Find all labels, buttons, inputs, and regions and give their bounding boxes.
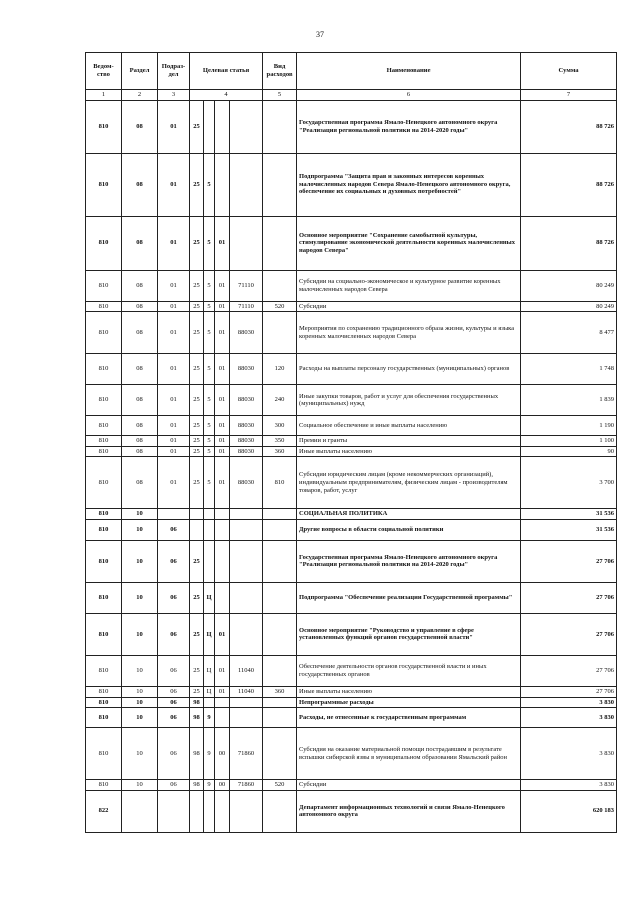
cell-podrazdel: 06: [158, 655, 190, 686]
cell-naimenovanie: Субсидии: [297, 301, 521, 312]
column-number-row: [86, 90, 617, 101]
cell-celevaya-4: 71860: [230, 728, 263, 780]
cell-razdel: 10: [122, 708, 158, 728]
table-row: [86, 728, 617, 780]
cell-summa: 3 700: [521, 457, 617, 509]
cell-celevaya-1: 98: [190, 697, 204, 708]
cell-celevaya-2: 5: [204, 446, 215, 457]
cell-celevaya-2: 9: [204, 780, 215, 791]
cell-podrazdel: 06: [158, 540, 190, 582]
cell-vid-rashodov: [263, 613, 297, 655]
cell-razdel: 08: [122, 312, 158, 354]
cell-celevaya-3: 01: [215, 270, 230, 301]
cell-summa: 88 726: [521, 153, 617, 216]
cell-vid-rashodov: 520: [263, 780, 297, 791]
cell-celevaya-1: [190, 509, 204, 520]
header-podrazdel: Подраз-дел: [158, 53, 190, 90]
table-row: [86, 780, 617, 791]
table-row: [86, 540, 617, 582]
column-number: 6: [297, 90, 521, 101]
header-vedomstvo: Ведом-ство: [86, 53, 122, 90]
cell-vedomstvo: 810: [86, 385, 122, 416]
cell-razdel: 08: [122, 216, 158, 270]
table-row: [86, 216, 617, 270]
cell-naimenovanie: Иные выплаты населению: [297, 446, 521, 457]
cell-celevaya-4: 88030: [230, 312, 263, 354]
cell-celevaya-4: 88030: [230, 416, 263, 436]
cell-vid-rashodov: 350: [263, 436, 297, 447]
cell-razdel: 08: [122, 270, 158, 301]
cell-celevaya-1: 25: [190, 582, 204, 613]
cell-celevaya-3: 01: [215, 216, 230, 270]
cell-celevaya-3: [215, 100, 230, 153]
cell-razdel: 08: [122, 354, 158, 385]
cell-naimenovanie: Социальное обеспечение и иные выплаты населению: [297, 416, 521, 436]
cell-vid-rashodov: [263, 582, 297, 613]
cell-vid-rashodov: [263, 540, 297, 582]
cell-vid-rashodov: 300: [263, 416, 297, 436]
table-row: [86, 100, 617, 153]
cell-celevaya-2: Ц: [204, 686, 215, 697]
cell-celevaya-3: 01: [215, 686, 230, 697]
cell-celevaya-4: [230, 100, 263, 153]
cell-celevaya-3: [215, 790, 230, 832]
cell-celevaya-2: 5: [204, 270, 215, 301]
cell-celevaya-4: [230, 540, 263, 582]
cell-summa: 3 830: [521, 780, 617, 791]
cell-celevaya-3: 00: [215, 728, 230, 780]
header-row: [86, 53, 617, 90]
cell-celevaya-4: [230, 708, 263, 728]
cell-summa: 3 830: [521, 697, 617, 708]
cell-celevaya-4: 71110: [230, 301, 263, 312]
cell-celevaya-4: [230, 613, 263, 655]
cell-summa: 1 100: [521, 436, 617, 447]
cell-celevaya-2: [204, 509, 215, 520]
cell-podrazdel: 01: [158, 436, 190, 447]
cell-celevaya-2: 5: [204, 354, 215, 385]
cell-celevaya-4: [230, 697, 263, 708]
cell-vedomstvo: 810: [86, 100, 122, 153]
table-row: [86, 790, 617, 832]
cell-celevaya-3: [215, 697, 230, 708]
cell-celevaya-1: 98: [190, 708, 204, 728]
cell-razdel: 10: [122, 613, 158, 655]
table-row: [86, 509, 617, 520]
cell-podrazdel: 01: [158, 312, 190, 354]
cell-celevaya-2: 5: [204, 216, 215, 270]
cell-vid-rashodov: [263, 697, 297, 708]
cell-celevaya-4: 11040: [230, 655, 263, 686]
cell-razdel: 08: [122, 446, 158, 457]
table-row: [86, 613, 617, 655]
cell-naimenovanie: Премии и гранты: [297, 436, 521, 447]
cell-vid-rashodov: 520: [263, 301, 297, 312]
table-row: [86, 270, 617, 301]
cell-celevaya-4: [230, 519, 263, 540]
cell-celevaya-2: [204, 519, 215, 540]
cell-podrazdel: [158, 509, 190, 520]
cell-vid-rashodov: 360: [263, 446, 297, 457]
cell-razdel: 10: [122, 509, 158, 520]
cell-summa: 31 536: [521, 509, 617, 520]
cell-naimenovanie: Расходы, не отнесенные к государственным программам: [297, 708, 521, 728]
cell-celevaya-3: 01: [215, 312, 230, 354]
table-row: [86, 708, 617, 728]
cell-celevaya-3: 01: [215, 416, 230, 436]
cell-naimenovanie: Другие вопросы в области социальной политики: [297, 519, 521, 540]
cell-podrazdel: 06: [158, 728, 190, 780]
cell-podrazdel: 01: [158, 270, 190, 301]
cell-celevaya-4: [230, 509, 263, 520]
cell-celevaya-3: 01: [215, 354, 230, 385]
cell-summa: 80 249: [521, 301, 617, 312]
cell-razdel: 10: [122, 582, 158, 613]
table-row: [86, 354, 617, 385]
cell-celevaya-4: 88030: [230, 457, 263, 509]
cell-razdel: [122, 790, 158, 832]
cell-vedomstvo: 810: [86, 312, 122, 354]
cell-vedomstvo: 810: [86, 436, 122, 447]
cell-celevaya-3: 01: [215, 436, 230, 447]
cell-summa: 90: [521, 446, 617, 457]
cell-naimenovanie: Государственная программа Ямало-Ненецкого автономного округа "Реализация региональной политики на 2014-2020 годы": [297, 100, 521, 153]
cell-podrazdel: 01: [158, 216, 190, 270]
cell-naimenovanie: Иные выплаты населению: [297, 686, 521, 697]
cell-celevaya-2: Ц: [204, 655, 215, 686]
cell-celevaya-1: 25: [190, 153, 204, 216]
cell-celevaya-4: 11040: [230, 686, 263, 697]
cell-celevaya-4: [230, 582, 263, 613]
cell-celevaya-4: 71860: [230, 780, 263, 791]
cell-razdel: 08: [122, 457, 158, 509]
cell-celevaya-3: 00: [215, 780, 230, 791]
column-number: 7: [521, 90, 617, 101]
cell-celevaya-4: 88030: [230, 354, 263, 385]
cell-celevaya-2: [204, 697, 215, 708]
cell-vedomstvo: 810: [86, 582, 122, 613]
cell-vedomstvo: 810: [86, 686, 122, 697]
column-number: 4: [190, 90, 263, 101]
cell-vedomstvo: 810: [86, 697, 122, 708]
cell-celevaya-1: 98: [190, 780, 204, 791]
cell-vedomstvo: 810: [86, 509, 122, 520]
cell-vedomstvo: 810: [86, 446, 122, 457]
cell-naimenovanie: Подпрограмма "Защита прав и законных интересов коренных малочисленных народов Севера Ямало-Ненецкого автономного округа, обеспечение их социальных и духовных потребностей": [297, 153, 521, 216]
cell-podrazdel: 01: [158, 354, 190, 385]
cell-vid-rashodov: [263, 519, 297, 540]
cell-vedomstvo: 810: [86, 780, 122, 791]
cell-vedomstvo: 810: [86, 416, 122, 436]
cell-celevaya-1: 25: [190, 446, 204, 457]
cell-podrazdel: 06: [158, 613, 190, 655]
cell-celevaya-2: Ц: [204, 613, 215, 655]
cell-celevaya-2: [204, 790, 215, 832]
cell-summa: 1 839: [521, 385, 617, 416]
cell-celevaya-1: 25: [190, 436, 204, 447]
cell-celevaya-3: 01: [215, 655, 230, 686]
cell-naimenovanie: Субсидии на социально-экономическое и культурное развитие коренных малочисленных народов Севера: [297, 270, 521, 301]
cell-vid-rashodov: [263, 312, 297, 354]
cell-celevaya-3: 01: [215, 613, 230, 655]
cell-vedomstvo: 810: [86, 655, 122, 686]
header-naimenovanie: Наименование: [297, 53, 521, 90]
cell-celevaya-2: 9: [204, 728, 215, 780]
cell-naimenovanie: Субсидия на оказание материальной помощи пострадавшим в результате вспышки сибирской язвы в муниципальном образовании Ямальский район: [297, 728, 521, 780]
cell-razdel: 08: [122, 301, 158, 312]
column-number: 3: [158, 90, 190, 101]
table-row: [86, 697, 617, 708]
cell-celevaya-3: [215, 540, 230, 582]
cell-summa: 88 726: [521, 100, 617, 153]
cell-razdel: 10: [122, 686, 158, 697]
cell-summa: 620 183: [521, 790, 617, 832]
cell-vid-rashodov: [263, 790, 297, 832]
cell-celevaya-3: 01: [215, 457, 230, 509]
cell-podrazdel: 01: [158, 100, 190, 153]
column-number: 5: [263, 90, 297, 101]
cell-vedomstvo: 810: [86, 540, 122, 582]
cell-celevaya-2: 5: [204, 312, 215, 354]
header-razdel: Раздел: [122, 53, 158, 90]
table-row: [86, 436, 617, 447]
cell-celevaya-2: 5: [204, 416, 215, 436]
cell-razdel: 10: [122, 728, 158, 780]
cell-naimenovanie: Мероприятия по сохранению традиционного образа жизни, культуры и языка коренных малочисленных народов Севера: [297, 312, 521, 354]
cell-vid-rashodov: 360: [263, 686, 297, 697]
cell-celevaya-3: [215, 519, 230, 540]
cell-podrazdel: 06: [158, 686, 190, 697]
cell-vedomstvo: 810: [86, 728, 122, 780]
cell-celevaya-3: [215, 708, 230, 728]
cell-naimenovanie: Расходы на выплаты персоналу государственных (муниципальных) органов: [297, 354, 521, 385]
table-row: [86, 301, 617, 312]
cell-razdel: 10: [122, 540, 158, 582]
cell-celevaya-1: [190, 519, 204, 540]
cell-podrazdel: 06: [158, 708, 190, 728]
cell-celevaya-2: 5: [204, 385, 215, 416]
cell-celevaya-4: [230, 153, 263, 216]
cell-celevaya-1: 25: [190, 301, 204, 312]
cell-naimenovanie: Основное мероприятие "Сохранение самобытной культуры, стимулирование экономической деятельности коренных малочисленных народов Севера": [297, 216, 521, 270]
cell-celevaya-1: 98: [190, 728, 204, 780]
cell-naimenovanie: Иные закупки товаров, работ и услуг для обеспечения государственных (муниципальных) нужд: [297, 385, 521, 416]
cell-vedomstvo: 810: [86, 708, 122, 728]
cell-vedomstvo: 810: [86, 153, 122, 216]
table-row: [86, 416, 617, 436]
cell-summa: 1 748: [521, 354, 617, 385]
cell-podrazdel: 01: [158, 457, 190, 509]
cell-celevaya-3: [215, 582, 230, 613]
cell-summa: 27 706: [521, 613, 617, 655]
cell-celevaya-2: 5: [204, 153, 215, 216]
cell-summa: 8 477: [521, 312, 617, 354]
cell-summa: 27 706: [521, 655, 617, 686]
cell-celevaya-1: 25: [190, 540, 204, 582]
cell-celevaya-4: 71110: [230, 270, 263, 301]
cell-podrazdel: [158, 790, 190, 832]
cell-podrazdel: 06: [158, 519, 190, 540]
cell-celevaya-1: 25: [190, 613, 204, 655]
cell-celevaya-1: 25: [190, 270, 204, 301]
table-row: [86, 655, 617, 686]
cell-vedomstvo: 810: [86, 270, 122, 301]
cell-podrazdel: 01: [158, 446, 190, 457]
cell-celevaya-2: 5: [204, 301, 215, 312]
cell-celevaya-1: 25: [190, 457, 204, 509]
cell-celevaya-3: [215, 153, 230, 216]
cell-vedomstvo: 810: [86, 457, 122, 509]
cell-celevaya-4: [230, 790, 263, 832]
cell-vid-rashodov: [263, 509, 297, 520]
cell-celevaya-4: [230, 216, 263, 270]
cell-podrazdel: 01: [158, 153, 190, 216]
cell-naimenovanie: Департамент информационных технологий и связи Ямало-Ненецкого автономного округа: [297, 790, 521, 832]
table-row: [86, 686, 617, 697]
cell-podrazdel: 01: [158, 416, 190, 436]
table-row: [86, 457, 617, 509]
cell-vid-rashodov: [263, 708, 297, 728]
cell-podrazdel: 01: [158, 301, 190, 312]
cell-summa: 3 830: [521, 708, 617, 728]
cell-celevaya-2: 9: [204, 708, 215, 728]
column-number: 1: [86, 90, 122, 101]
cell-naimenovanie: Основное мероприятие "Руководство и управление в сфере установленных функций органов государственной власти": [297, 613, 521, 655]
cell-podrazdel: 01: [158, 385, 190, 416]
cell-vedomstvo: 810: [86, 301, 122, 312]
cell-vid-rashodov: 810: [263, 457, 297, 509]
cell-celevaya-4: 88030: [230, 446, 263, 457]
cell-summa: 3 830: [521, 728, 617, 780]
cell-razdel: 08: [122, 436, 158, 447]
cell-celevaya-3: 01: [215, 385, 230, 416]
cell-vid-rashodov: [263, 216, 297, 270]
cell-podrazdel: 06: [158, 582, 190, 613]
table-row: [86, 385, 617, 416]
cell-summa: 27 706: [521, 582, 617, 613]
cell-celevaya-1: 25: [190, 416, 204, 436]
cell-summa: 27 706: [521, 686, 617, 697]
cell-razdel: 08: [122, 153, 158, 216]
cell-podrazdel: 06: [158, 697, 190, 708]
cell-summa: 31 536: [521, 519, 617, 540]
cell-vedomstvo: 822: [86, 790, 122, 832]
cell-celevaya-4: 88030: [230, 385, 263, 416]
table-body: [86, 100, 617, 832]
cell-vedomstvo: 810: [86, 216, 122, 270]
cell-vid-rashodov: [263, 153, 297, 216]
cell-naimenovanie: Субсидии: [297, 780, 521, 791]
cell-naimenovanie: Подпрограмма "Обеспечение реализации Государственной программы": [297, 582, 521, 613]
cell-razdel: 08: [122, 385, 158, 416]
table-row: [86, 312, 617, 354]
cell-naimenovanie: СОЦИАЛЬНАЯ ПОЛИТИКА: [297, 509, 521, 520]
cell-celevaya-1: 25: [190, 216, 204, 270]
cell-razdel: 10: [122, 519, 158, 540]
cell-celevaya-1: 25: [190, 312, 204, 354]
cell-celevaya-1: 25: [190, 655, 204, 686]
cell-razdel: 10: [122, 697, 158, 708]
table-row: [86, 519, 617, 540]
cell-naimenovanie: Государственная программа Ямало-Ненецкого автономного округа "Реализация региональной политики на 2014-2020 годы": [297, 540, 521, 582]
cell-summa: 80 249: [521, 270, 617, 301]
cell-vedomstvo: 810: [86, 613, 122, 655]
cell-razdel: 10: [122, 780, 158, 791]
cell-vedomstvo: 810: [86, 354, 122, 385]
cell-vid-rashodov: [263, 728, 297, 780]
header-vid-rashodov: Вид расходов: [263, 53, 297, 90]
cell-razdel: 10: [122, 655, 158, 686]
cell-razdel: 08: [122, 100, 158, 153]
cell-vid-rashodov: 120: [263, 354, 297, 385]
cell-celevaya-3: 01: [215, 301, 230, 312]
cell-celevaya-1: 25: [190, 686, 204, 697]
cell-naimenovanie: Субсидии юридическим лицам (кроме некоммерческих организаций), индивидуальным предпринимателям, физическим лицам - производителям товаров, работ, услуг: [297, 457, 521, 509]
cell-vid-rashodov: [263, 100, 297, 153]
cell-podrazdel: 06: [158, 780, 190, 791]
cell-celevaya-2: 5: [204, 457, 215, 509]
header-celevaya-statya: Целевая статья: [190, 53, 263, 90]
cell-summa: 1 190: [521, 416, 617, 436]
cell-vid-rashodov: [263, 270, 297, 301]
cell-summa: 88 726: [521, 216, 617, 270]
cell-summa: 27 706: [521, 540, 617, 582]
cell-celevaya-2: [204, 540, 215, 582]
cell-celevaya-3: [215, 509, 230, 520]
cell-vid-rashodov: [263, 655, 297, 686]
cell-celevaya-1: 25: [190, 100, 204, 153]
cell-celevaya-3: 01: [215, 446, 230, 457]
table-row: [86, 446, 617, 457]
cell-naimenovanie: Непрограммные расходы: [297, 697, 521, 708]
cell-vid-rashodov: 240: [263, 385, 297, 416]
table-row: [86, 153, 617, 216]
cell-razdel: 08: [122, 416, 158, 436]
cell-celevaya-1: [190, 790, 204, 832]
page-number: 37: [316, 30, 324, 39]
cell-celevaya-2: [204, 100, 215, 153]
cell-celevaya-2: Ц: [204, 582, 215, 613]
table-row: [86, 582, 617, 613]
cell-celevaya-4: 88030: [230, 436, 263, 447]
column-number: 2: [122, 90, 158, 101]
header-summa: Сумма: [521, 53, 617, 90]
cell-celevaya-2: 5: [204, 436, 215, 447]
cell-naimenovanie: Обеспечение деятельности органов государственной власти и иных государственных органов: [297, 655, 521, 686]
budget-table: [85, 52, 617, 833]
cell-celevaya-1: 25: [190, 354, 204, 385]
cell-celevaya-1: 25: [190, 385, 204, 416]
cell-vedomstvo: 810: [86, 519, 122, 540]
